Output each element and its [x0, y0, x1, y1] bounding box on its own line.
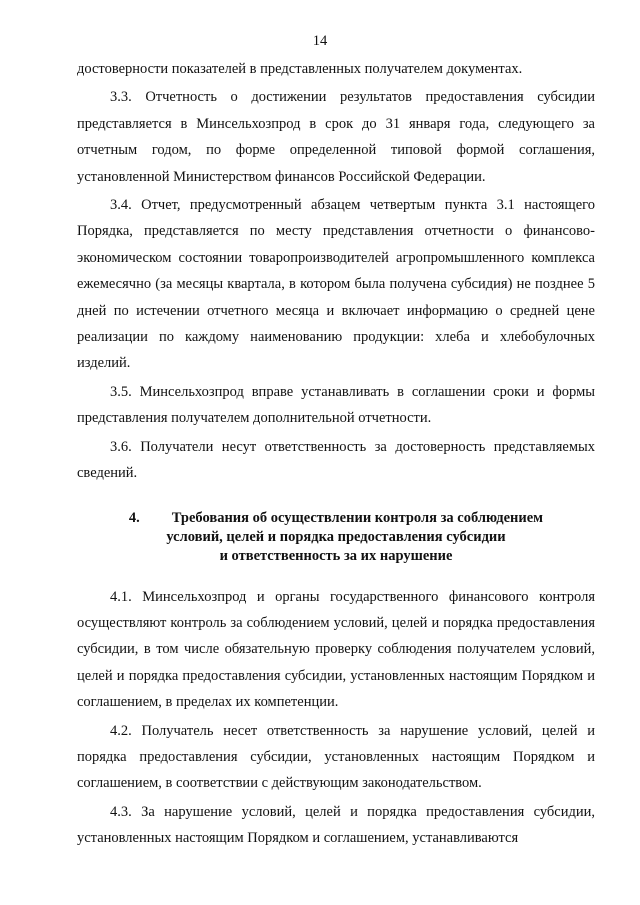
page-number: 14: [312, 33, 328, 49]
paragraph-4-3: 4.3. За нарушение условий, целей и порядка предоставления субсидии, установленных настоящим Порядком и соглашением, устанавливаются: [77, 803, 595, 847]
section-title-line-2: условий, целей и порядка предоставления субсидии: [166, 528, 506, 545]
paragraph-3-3: 3.3. Отчетность о достижении результатов предоставления субсидии представляется в Минсельхозпрод в срок до 31 января года, следующего за отчетным годом, по форме определенной типовой формой соглашения, установленной Министерством финансов Российской Федерации.: [77, 89, 595, 185]
document-body: [77, 56, 595, 852]
section-heading-line-1: [77, 509, 595, 528]
paragraph-4-1: 4.1. Минсельхозпрод и органы государственного финансового контроля осуществляют контроль за соблюдением условий, целей и порядка предоставления субсидии, в том числе обязательную проверку соблюдения получателем условий, целей и порядка предоставления субсидии, установленных настоящим Порядком и соглашением, в пределах их компетенции.: [77, 588, 595, 711]
section-number: 4.: [128, 509, 140, 526]
paragraph-continuation: достоверности показателей в представленных получателем документах.: [77, 61, 523, 77]
paragraph-4-2: 4.2. Получатель несет ответственность за нарушение условий, целей и порядка предоставления субсидии, установленных настоящим Порядком и соглашением, в соответствии с действующим законодательством.: [77, 722, 595, 792]
paragraph-3-5: 3.5. Минсельхозпрод вправе устанавливать в соглашении сроки и формы представления получателем дополнительной отчетности.: [77, 383, 595, 427]
section-heading: [77, 509, 595, 566]
paragraph-3-6: 3.6. Получатели несут ответственность за достоверность представляемых сведений.: [77, 438, 595, 482]
section-title-line-3: и ответственность за их нарушение: [219, 547, 453, 564]
section-title-line-1: Требования об осуществлении контроля за соблюдением: [171, 509, 544, 526]
paragraph-3-4: 3.4. Отчет, предусмотренный абзацем четвертым пункта 3.1 настоящего Порядка, представляется по месту представления отчетности о финансово-экономическом состоянии товаропроизводителей агропромышленного комплекса ежемесячно (за месяцы квартала, в котором была получена субсидия) не позднее 5 дней по истечении отчетного месяца и включает информацию о средней цене реализации по каждому наименованию продукции: хлеба и хлебобулочных изделий.: [77, 197, 595, 372]
